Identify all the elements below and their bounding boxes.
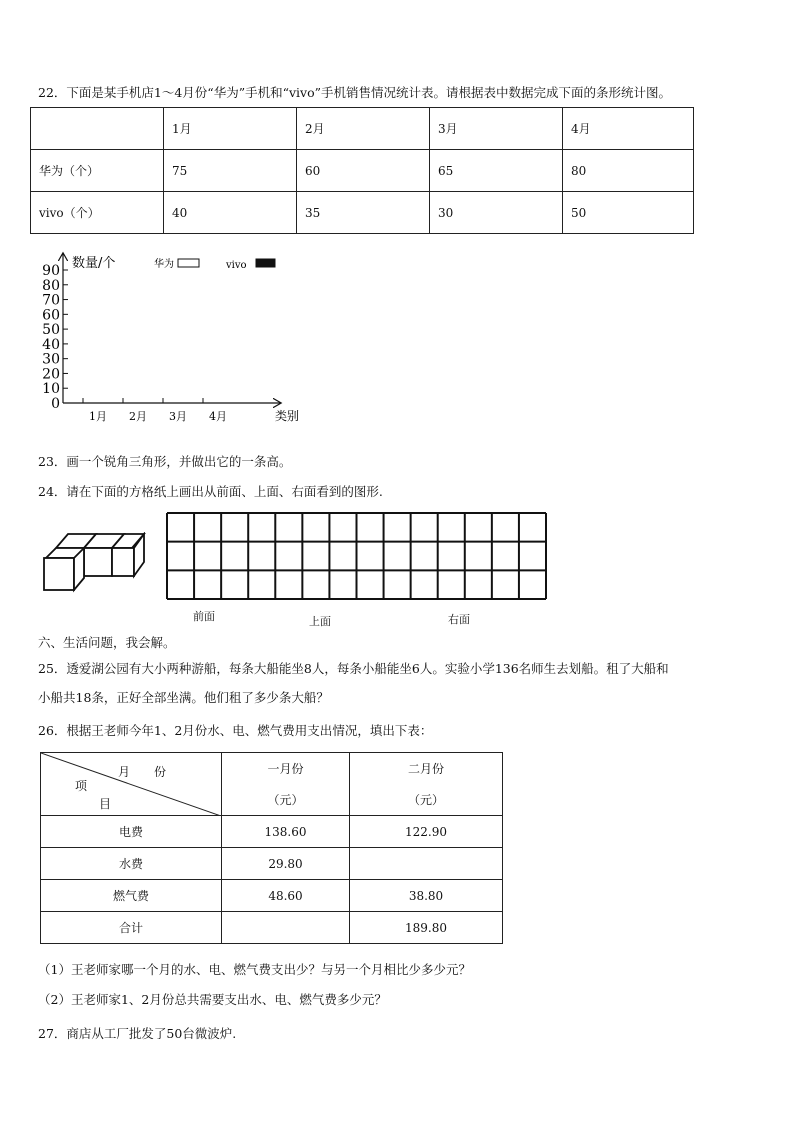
y-axis-label: 数量/个 bbox=[72, 256, 116, 271]
diag-month-label: 月 份 bbox=[118, 765, 167, 779]
x-tick-label: 3月 bbox=[169, 410, 187, 423]
y-tick-label: 10 bbox=[42, 381, 60, 398]
utility-table bbox=[40, 752, 503, 944]
bar-chart[interactable] bbox=[30, 248, 320, 433]
question-27: 27．商店从工厂批发了50台微波炉. bbox=[38, 1026, 237, 1041]
legend-label-vivo: vivo bbox=[226, 260, 247, 271]
x-tick-label: 4月 bbox=[209, 410, 227, 423]
table-header-row bbox=[41, 753, 503, 816]
table-row bbox=[41, 848, 503, 880]
header-cell: 4月 bbox=[563, 108, 694, 150]
cell: 138.60 bbox=[222, 816, 350, 848]
question-26-sub2: （2）王老师家1、2月份总共需要支出水、电、燃气费多少元？ bbox=[38, 992, 387, 1007]
table-row bbox=[41, 912, 503, 944]
table-header-row bbox=[31, 108, 694, 150]
cell: 38.80 bbox=[350, 880, 503, 912]
cell: 189.80 bbox=[350, 912, 503, 944]
question-26: 26．根据王老师今年1、2月份水、电、燃气费用支出情况，填出下表： bbox=[38, 723, 433, 738]
question-25-line1: 25．透爱湖公园有大小两种游船，每条大船能坐8人，每条小船能坐6人。实验小学136名师生去划船。租了大船和 bbox=[38, 661, 669, 676]
diagonal-header-cell bbox=[41, 753, 222, 816]
x-axis-label: 类别 bbox=[275, 409, 300, 423]
row-label: 燃气费 bbox=[41, 880, 222, 912]
grid-label-front: 前面 bbox=[193, 610, 215, 623]
grid-label-top: 上面 bbox=[309, 615, 331, 628]
y-tick-label: 0 bbox=[51, 396, 60, 412]
answer-cell[interactable] bbox=[222, 912, 350, 944]
header-cell: 1月 bbox=[164, 108, 297, 150]
cell: 80 bbox=[563, 150, 694, 192]
grid-label-right: 右面 bbox=[448, 613, 470, 626]
cell: 40 bbox=[164, 192, 297, 234]
row-label: 合计 bbox=[41, 912, 222, 944]
table-row bbox=[31, 192, 694, 234]
cube-stack-figure bbox=[40, 532, 152, 594]
y-tick-label: 80 bbox=[42, 277, 60, 294]
col-header-feb bbox=[350, 753, 503, 816]
diag-item-bottom: 目 bbox=[99, 797, 112, 811]
y-tick-label: 20 bbox=[42, 366, 60, 383]
y-tick-label: 90 bbox=[42, 263, 60, 279]
col-header-jan bbox=[222, 753, 350, 816]
sales-table bbox=[30, 107, 694, 234]
y-tick-label: 30 bbox=[42, 351, 60, 368]
question-24: 24．请在下面的方格纸上画出从前面、上面、右面看到的图形. bbox=[38, 484, 383, 499]
diag-item-top: 项 bbox=[75, 779, 88, 793]
cell: 65 bbox=[430, 150, 563, 192]
table-row bbox=[41, 880, 503, 912]
question-25-line2: 小船共18条，正好全部坐满。他们租了多少条大船？ bbox=[38, 690, 329, 705]
table-row bbox=[41, 816, 503, 848]
question-26-sub1: （1）王老师家哪一个月的水、电、燃气费支出少？与另一个月相比少多少元？ bbox=[38, 962, 471, 977]
cell: 48.60 bbox=[222, 880, 350, 912]
legend-swatch-vivo bbox=[256, 259, 275, 267]
legend-swatch-huawei bbox=[178, 259, 199, 267]
cell: 35 bbox=[297, 192, 430, 234]
col-header-jan-unit: （元） bbox=[267, 793, 304, 807]
cell: 60 bbox=[297, 150, 430, 192]
cell: 29.80 bbox=[222, 848, 350, 880]
row-label: 电费 bbox=[41, 816, 222, 848]
grid-paper[interactable] bbox=[165, 510, 553, 602]
row-label: 水费 bbox=[41, 848, 222, 880]
table-row bbox=[31, 150, 694, 192]
legend-label-huawei: 华为 bbox=[154, 259, 174, 270]
col-header-jan-label: 一月份 bbox=[267, 762, 304, 776]
col-header-feb-unit: （元） bbox=[407, 793, 444, 807]
header-cell: 3月 bbox=[430, 108, 563, 150]
col-header-feb-label: 二月份 bbox=[407, 762, 444, 776]
header-cell: 2月 bbox=[297, 108, 430, 150]
y-tick-label: 50 bbox=[42, 322, 60, 339]
question-22: 22．下面是某手机店1～4月份“华为”手机和“vivo”手机销售情况统计表。请根据表中数据完成下面的条形统计图。 bbox=[38, 85, 672, 100]
answer-cell[interactable] bbox=[350, 848, 503, 880]
question-23: 23．画一个锐角三角形，并做出它的一条高。 bbox=[38, 454, 292, 469]
x-tick-label: 1月 bbox=[89, 410, 107, 423]
cell: 50 bbox=[563, 192, 694, 234]
y-tick-label: 70 bbox=[42, 292, 60, 309]
x-tick-label: 2月 bbox=[129, 410, 147, 423]
header-cell bbox=[31, 108, 164, 150]
cell: 122.90 bbox=[350, 816, 503, 848]
y-tick-label: 60 bbox=[42, 307, 60, 324]
row-label: 华为（个） bbox=[31, 150, 164, 192]
cell: 75 bbox=[164, 150, 297, 192]
y-tick-label: 40 bbox=[42, 336, 60, 353]
row-label: vivo（个） bbox=[31, 192, 164, 234]
cell: 30 bbox=[430, 192, 563, 234]
section-6-title: 六、生活问题，我会解。 bbox=[38, 635, 176, 650]
